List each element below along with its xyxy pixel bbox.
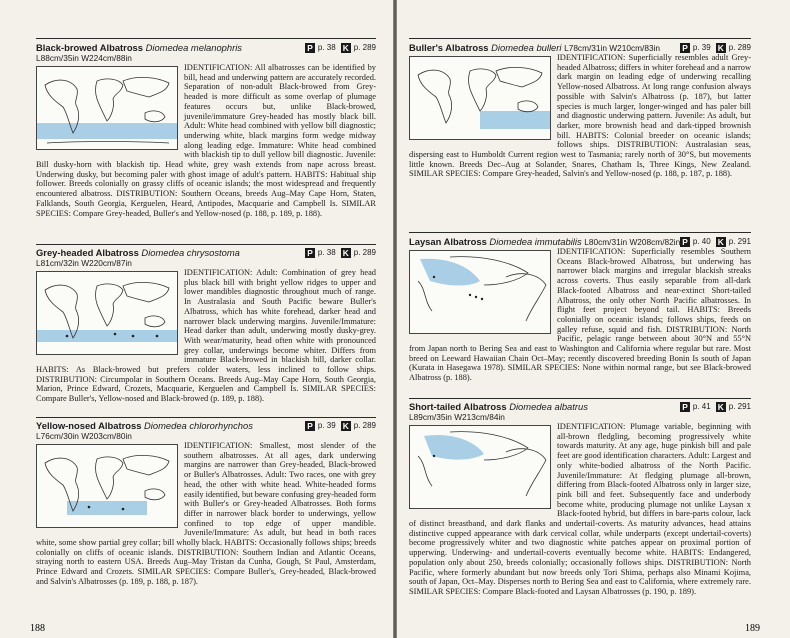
plate-badge: P <box>682 237 688 247</box>
species-text: IDENTIFICATION: Smallest, most slender of the southern albatrosses. At all ages, dark underwing margins are narrower than Grey-headed, Black-browed or Buller's Albatrosses. Adult: Two races, one with grey head, the other with white head. White-headed forms easily identified, but beware confusing grey-headed form with Buller's or Grey-headed Albatrosses. Both forms differ in narrower black border to underwings, yellow confined to top edge of upper mandible. Juvenile/Immature: As adult, but head in both races white, some show partial grey collar; bill wholly black. HABITS: Occasionally follows ships; breeds colonially on cliffs of oceanic islands. DISTRIBUTION: Southern Indian and Atlantic Oceans, straying north to eastern USA. Breeds Aug–May Tristan da Cunha, Gough, St Paul, Amsterdam, Prince Edward and Crozets. SIMILAR SPECIES: Compare Buller's, Grey-headed, Black-browed and Salvin's Albatrosses (p. 189, p. 188, p. 187). <box>36 441 376 586</box>
entry-header <box>36 420 376 441</box>
page-refs <box>680 42 751 53</box>
species-entry-laysan <box>409 236 751 383</box>
species-description <box>409 247 751 383</box>
entry-header <box>409 401 751 422</box>
species-entry-grey-headed <box>36 247 376 404</box>
species-measurements: L88cm/35in W224cm/88in <box>36 53 132 63</box>
plate-ref: p. 38 <box>317 248 336 258</box>
page-refs <box>680 401 751 412</box>
plate-badge: P <box>682 43 688 53</box>
plate-badge: P <box>307 43 313 53</box>
species-title <box>36 42 242 53</box>
species-title <box>409 401 588 412</box>
entry-header <box>36 42 376 63</box>
plate-badge: P <box>682 402 688 412</box>
key-badge: K <box>717 237 724 247</box>
species-entry-yellow-nosed <box>36 420 376 587</box>
species-text: IDENTIFICATION: Superficially resembles Southern Oceans Black-browed Albatross, but underwing has narrower black margins and irregular blackish streaks across coverts. Thus easily separable from all-dark Black-footed Albatross and near-extinct Short-tailed Albatross, the only other North Pacific albatrosses. In flight feet project beyond tail. HABITS: Breeds colonially on oceanic islands; follows ships, feeds on galley refuse, squid and fish. DISTRIBUTION: North Pacific, pelagic range between about 30°N and 55°N from Japan north to Bering Sea and east to Washington and California where regular but rare. Most breed on Leeward Hawaiian Chain Oct–May; recently discovered breeding Bonin Is south of Japan (Kurata in Hasegawa 1978). SIMILAR SPECIES: None within normal range, but see Black-browed Albatross (p. 188). <box>409 247 751 383</box>
plate-ref: p. 40 <box>692 237 711 247</box>
range-map <box>409 425 551 509</box>
range-map <box>409 56 551 140</box>
species-entry-short-tailed <box>409 401 751 597</box>
species-text: IDENTIFICATION: Superficially resembles adult Grey-headed Albatross; differs in whiter forehead and a narrow dark margin on leading edge of underwing recalling Yellow-nosed Albatross. At long range confusion always possible with Salvin's Albatross (p. 187), but latter species is much larger, longer-winged and has paler bill and diagnostic underwing pattern. Juvenile: As adult, but darker, more brownish head and dark-tipped brownish bill. HABITS: Colonial breeder on oceanic islands; follows ships. DISTRIBUTION: Australasian seas, dispersing east to Humboldt Current region west to Tasmania; rarely north of 30°S, but movements little known. Breeds Dec–Aug at Solander, Snares, Chatham Is, Three Kings, New Zealand. SIMILAR SPECIES: Compare Grey-headed, Salvin's and Yellow-nosed (p. 188, p. 187, p. 188). <box>409 53 751 179</box>
species-title <box>409 42 660 53</box>
species-name: Black-browed Albatross <box>36 42 143 53</box>
species-description <box>36 441 376 587</box>
plate-badge: P <box>307 248 313 258</box>
key-badge: K <box>342 421 349 431</box>
species-title <box>36 247 240 258</box>
species-latin: Diomedea melanophris <box>145 42 242 53</box>
left-page <box>0 0 393 638</box>
plate-badge: P <box>307 421 313 431</box>
entry-header <box>409 236 751 247</box>
species-name: Short-tailed Albatross <box>409 401 507 412</box>
page-number: 189 <box>745 623 760 634</box>
species-measurements: L81cm/32in W220cm/87in <box>36 258 132 268</box>
page-refs <box>305 42 376 53</box>
species-description <box>409 53 751 179</box>
species-description <box>36 63 376 218</box>
species-measurements: L76cm/30in W203cm/80in <box>36 431 132 441</box>
page-refs <box>680 236 751 247</box>
key-ref: p. 291 <box>728 237 751 247</box>
key-badge: K <box>717 43 724 53</box>
species-latin: Diomedea chlororhynchos <box>144 420 253 431</box>
key-badge: K <box>342 248 349 258</box>
key-ref: p. 289 <box>353 43 376 53</box>
entry-header <box>409 42 751 53</box>
plate-ref: p. 39 <box>692 43 711 53</box>
species-title <box>36 420 253 431</box>
species-entry-bullers <box>409 42 751 179</box>
key-badge: K <box>342 43 349 53</box>
range-map <box>36 271 178 355</box>
species-description <box>409 422 751 597</box>
section-rule <box>36 244 376 245</box>
species-measurements: L80cm/31in W208cm/82in <box>584 237 681 247</box>
species-measurements: L89cm/35in W213cm/84in <box>409 412 505 422</box>
species-latin: Diomedea chrysostoma <box>141 247 240 258</box>
range-map <box>409 250 551 334</box>
species-entry-black-browed <box>36 42 376 218</box>
key-ref: p. 289 <box>353 248 376 258</box>
entry-header <box>36 247 376 268</box>
page-number: 188 <box>30 623 45 634</box>
plate-ref: p. 38 <box>317 43 336 53</box>
key-ref: p. 289 <box>728 43 751 53</box>
species-measurements: L78cm/31in W210cm/83in <box>564 43 661 53</box>
species-title <box>409 236 680 247</box>
species-latin: Diomedea immutabilis <box>489 236 582 247</box>
species-latin: Diomedea bulleri <box>491 42 562 53</box>
section-rule <box>409 398 751 399</box>
species-name: Yellow-nosed Albatross <box>36 420 142 431</box>
range-map <box>36 66 178 150</box>
plate-ref: p. 41 <box>692 402 711 412</box>
species-name: Grey-headed Albatross <box>36 247 139 258</box>
right-page <box>397 0 790 638</box>
plate-ref: p. 39 <box>317 421 336 431</box>
species-name: Buller's Albatross <box>409 42 489 53</box>
species-description <box>36 268 376 404</box>
page-refs <box>305 247 376 258</box>
section-rule <box>36 417 376 418</box>
top-rule <box>36 38 376 39</box>
species-text: IDENTIFICATION: All albatrosses can be identified by bill, head and underwing pattern are accurately recorded. Separation of non-adult Black-browed from Grey-headed is more difficult as some overlap of plumage features occurs but, unlike Black-browed, juvenile/immature Grey-headed has mostly black bill. Adult: White head combined with yellow bill diagnostic; underwing white, black margins form wedge midway along leading edge. Immature: White head combined with blackish tip to dull yellow bill diagnostic. Juvenile: Bill dusky-horn with blackish tip. Head white, grey wash extends from nape across breast. Underwing dusky, but becoming paler with ghost image of adult's pattern. HABITS: Habitual ship follower. Breeds colonially on grassy cliffs of oceanic islands; the most widespread and frequently encountered albatross. DISTRIBUTION: Southern Oceans, breeds Aug–May Cape Horn, Staten, Falklands, South Georgia, Kerguelen, Heard, Antipodes, Macquarie and Campbell Is. SIMILAR SPECIES: Compare Grey-headed, Buller's and Yellow-nosed (p. 188, p. 189, p. 188). <box>36 63 376 218</box>
key-ref: p. 289 <box>353 421 376 431</box>
species-latin: Diomedea albatrus <box>509 401 588 412</box>
range-map <box>36 444 178 528</box>
key-badge: K <box>717 402 724 412</box>
page-refs <box>305 420 376 431</box>
species-text: IDENTIFICATION: Plumage variable, beginning with all-brown fledgling, becoming progressively white towards maturity. At any age, huge pinkish bill and pale feet are good identification characters. Adult: Largest and only white-bodied albatross of the North Pacific. Juvenile/Immature: At fledging plumage all-brown, differing from Black-footed Albatross only in larger size, pink bill and feet. Subsequently face and underbody become white, producing plumage not unlike Laysan x Black-footed hybrid, but differs in bare-parts colour, lack of distinct breastband, and dark flanks and undertail-coverts. As maturity advances, head attains distinctive cupped appearance with dark cervical collar, while underparts (except undertail-coverts) become progressively whiter and two diagnostic white patches appear on proximal portion of upperwing. Underwing- and undertail-coverts eventually become white. HABITS: Endangered, population only about 250, breeds colonially; occasionally follows ships. DISTRIBUTION: North Pacific, where formerly abundant but now breeds only Tori Shima, perhaps also Minami Kojima, south of Japan, Oct–May. Disperses north to Bering Sea and east to California, where extremely rare. SIMILAR SPECIES: Compare Black-footed and Laysan Albatrosses (p. 190, p. 189). <box>409 422 751 596</box>
species-name: Laysan Albatross <box>409 236 487 247</box>
key-ref: p. 291 <box>728 402 751 412</box>
top-rule <box>409 38 751 39</box>
section-rule <box>409 232 751 233</box>
species-text: IDENTIFICATION: Adult: Combination of grey head plus black bill with bright yellow ridges to upper and lower mandibles diagnostic throughout much of range. In Australasia and South Pacific beware Buller's Albatross, which has white forehead, darker head and narrower black underwing margins. Juvenile/Immature: Head darker than adult, underwing mostly dusky-grey. With wear/maturity, head often white with pronounced grey collar, underwings become whiter. Differs from immature Black-browed in blackish bill, darker collar. HABITS: As Black-browed but prefers colder waters, less inclined to follow ships. DISTRIBUTION: Circumpolar in Southern Oceans. Breeds Aug–May Cape Horn, South Georgia, Marion, Prince Edward, Crozets, Macquarie, Kerguelen and Campbell Is. SIMILAR SPECIES: Compare Buller's, Yellow-nosed and Black-browed (p. 189, p. 188). <box>36 268 376 404</box>
